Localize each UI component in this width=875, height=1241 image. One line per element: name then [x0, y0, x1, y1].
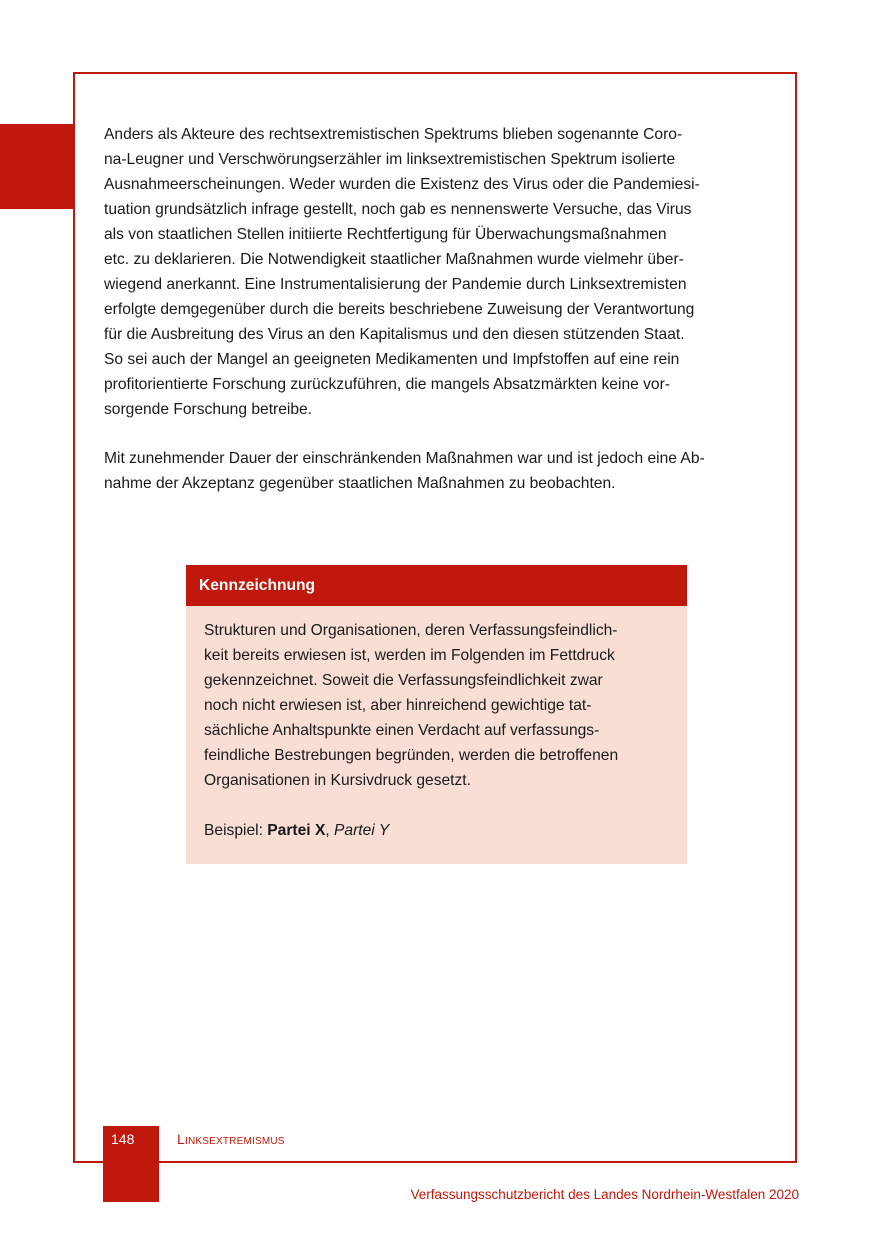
example-bold: Partei X	[267, 822, 326, 839]
text-line: nahme der Akzeptanz gegenüber staatlichen Maßnahmen zu beobachten.	[104, 475, 616, 492]
info-text-line: keit bereits erwiesen ist, werden im Folgenden im Fettdruck	[204, 647, 615, 664]
info-text-line: Organisationen in Kursivdruck gesetzt.	[204, 772, 471, 789]
text-line: wiegend anerkannt. Eine Instrumentalisierung der Pandemie durch Linksextremisten	[104, 276, 687, 293]
text-line: Mit zunehmender Dauer der einschränkenden Maßnahmen war und ist jedoch eine Ab-	[104, 450, 705, 467]
example-separator: ,	[325, 822, 335, 839]
text-line: Anders als Akteure des rechtsextremistischen Spektrums blieben sogenannte Coro-	[104, 126, 683, 143]
text-line: erfolgte demgegenüber durch die bereits beschriebene Zuweisung der Verantwortung	[104, 301, 695, 318]
text-line: etc. zu deklarieren. Die Notwendigkeit staatlicher Maßnahmen wurde vielmehr über-	[104, 251, 684, 268]
info-box-title: Kennzeichnung	[186, 565, 687, 606]
text-line: na-Leugner und Verschwörungserzähler im linksextremistischen Spektrum isolierte	[104, 151, 676, 168]
text-line: Ausnahmeerscheinungen. Weder wurden die Existenz des Virus oder die Pandemiesi-	[104, 176, 700, 193]
example-italic: Partei Y	[334, 822, 390, 839]
info-box-text	[204, 618, 669, 793]
publication-title: Verfassungsschutzbericht des Landes Nordrhein-Westfalen 2020	[410, 1187, 799, 1202]
info-text-line: feindliche Bestrebungen begründen, werden die betroffenen	[204, 747, 619, 764]
text-line: als von staatlichen Stellen initiierte Rechtfertigung für Überwachungsmaßnahmen	[104, 226, 667, 243]
info-text-line: noch nicht erwiesen ist, aber hinreichend gewichtige tat-	[204, 697, 592, 714]
info-box-example	[204, 818, 669, 843]
info-box	[186, 565, 687, 864]
text-line: tuation grundsätzlich infrage gestellt, noch gab es nennenswerte Versuche, das Virus	[104, 201, 692, 218]
page-number: 148	[111, 1131, 135, 1147]
body-paragraph-2	[104, 446, 774, 496]
info-text-line: sächliche Anhaltspunkte einen Verdacht auf verfassungs-	[204, 722, 600, 739]
info-text-line: Strukturen und Organisationen, deren Verfassungsfeindlich-	[204, 622, 618, 639]
text-line: So sei auch der Mangel an geeigneten Medikamenten und Impfstoffen auf eine rein	[104, 351, 680, 368]
text-line: profitorientierte Forschung zurückzuführen, die mangels Absatzmärkten keine vor-	[104, 376, 670, 393]
info-text-line: gekennzeichnet. Soweit die Verfassungsfeindlichkeit zwar	[204, 672, 603, 689]
info-box-body	[186, 606, 687, 843]
text-line: sorgende Forschung betreibe.	[104, 401, 313, 418]
body-paragraph-1	[104, 122, 774, 422]
section-name: Linksextremismus	[177, 1131, 285, 1147]
text-line: für die Ausbreitung des Virus an den Kapitalismus und den diesen stützenden Staat.	[104, 326, 685, 343]
example-prefix: Beispiel:	[204, 822, 268, 839]
side-tab-marker	[0, 124, 74, 209]
